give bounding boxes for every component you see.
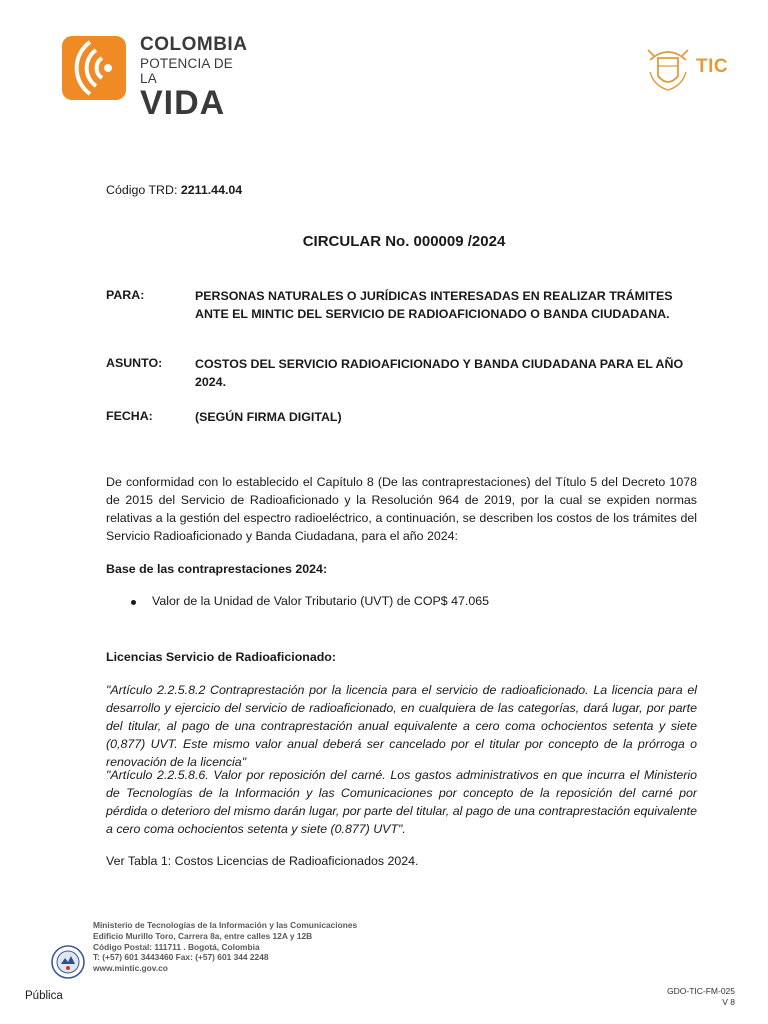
licencias-heading: Licencias Servicio de Radioaficionado: xyxy=(106,650,336,664)
trd-code xyxy=(106,181,242,199)
bullet-icon xyxy=(131,600,136,605)
form-version: V 8 xyxy=(722,996,735,1007)
brand-line-3: VIDA xyxy=(140,84,226,122)
mintic-logo xyxy=(644,42,736,94)
trd-label: Código TRD: xyxy=(106,183,178,197)
fecha-label: FECHA: xyxy=(106,409,153,423)
classification-label: Pública xyxy=(25,990,63,1002)
table-reference: Ver Tabla 1: Costos Licencias de Radioaficionados 2024. xyxy=(106,854,419,868)
circular-title: CIRCULAR No. 000009 /2024 xyxy=(302,233,506,250)
coat-of-arms-icon xyxy=(644,42,692,94)
para-label: PARA: xyxy=(106,288,145,302)
base-bullet-text: Valor de la Unidad de Valor Tributario (UVT) de COP$ 47.065 xyxy=(152,594,490,608)
form-code: GDO-TIC-FM-025 xyxy=(667,986,735,996)
brand-line-1: COLOMBIA xyxy=(140,34,248,55)
footer-line-2: Edificio Murillo Toro, Carrera 8a, entre calles 12A y 12B xyxy=(93,930,313,941)
footer-line-3: Código Postal: 111711 . Bogotá, Colombia xyxy=(93,941,260,952)
logo-signal-icon xyxy=(62,36,126,100)
asunto-value: COSTOS DEL SERVICIO RADIOAFICIONADO Y BANDA CIUDADANA PARA EL AÑO 2024. xyxy=(195,357,684,389)
certification-seal-icon xyxy=(50,944,86,980)
brand-line-2: POTENCIA DE LA xyxy=(140,56,233,86)
ministry-address-block xyxy=(93,920,357,974)
trd-value: 2211.44.04 xyxy=(180,183,243,197)
footer-line-5: www.mintic.gov.co xyxy=(93,963,168,974)
asunto-label: ASUNTO: xyxy=(106,356,163,370)
colombia-potencia-de-la-vida-logo xyxy=(62,34,248,122)
article-quote-1: "Artículo 2.2.5.8.2 Contraprestación por la licencia para el servicio de radioaficionado. La licencia para el desarrollo y ejercicio del servicio de radioaficionado, en cualquiera de las categorías, dará lugar, por parte del titular, al pago de una contraprestación anual equivalente a cero coma ochocientos setenta y siete (0,877) UVT. Este mismo valor anual deberá ser cancelado por el titular por concepto de la prórroga o renovación de la licencia" xyxy=(106,683,697,769)
intro-paragraph: De conformidad con lo establecido el Capítulo 8 (De las contraprestaciones) del Título 5 del Decreto 1078 de 2015 del Servicio de Radioaficionado y la Resolución 964 de 2019, por la cual se expiden normas relativas a la gestión del espectro radioeléctrico, a continuación, se describen los costos de los trámites del Servicio Radioaficionado y Banda Ciudadana, para el año 2024: xyxy=(106,475,697,543)
base-heading: Base de las contraprestaciones 2024: xyxy=(106,562,328,576)
footer-line-4: T: (+57) 601 3443460 Fax: (+57) 601 344 2248 xyxy=(93,952,269,963)
article-quote-2: "Artículo 2.2.5.8.6. Valor por reposición del carné. Los gastos administrativos en que incurra el Ministerio de Tecnologías de la Información y las Comunicaciones por concepto de la reposición del carné por pérdida o deterioro del mismo darán lugar, por parte del titular, al pago de una contraprestación equivalente a cero coma ochocientos setenta y siete (0.877) UVT". xyxy=(106,768,697,836)
form-code-block xyxy=(640,986,735,1007)
para-value: PERSONAS NATURALES O JURÍDICAS INTERESADAS EN REALIZAR TRÁMITES ANTE EL MINTIC DEL SERVICIO DE RADIOAFICIONADO O BANDA CIUDADANA. xyxy=(195,289,673,321)
footer-line-1: Ministerio de Tecnologías de la Información y las Comunicaciones xyxy=(93,920,358,930)
tic-label: TIC xyxy=(696,56,729,77)
fecha-value: (SEGÚN FIRMA DIGITAL) xyxy=(195,410,342,424)
